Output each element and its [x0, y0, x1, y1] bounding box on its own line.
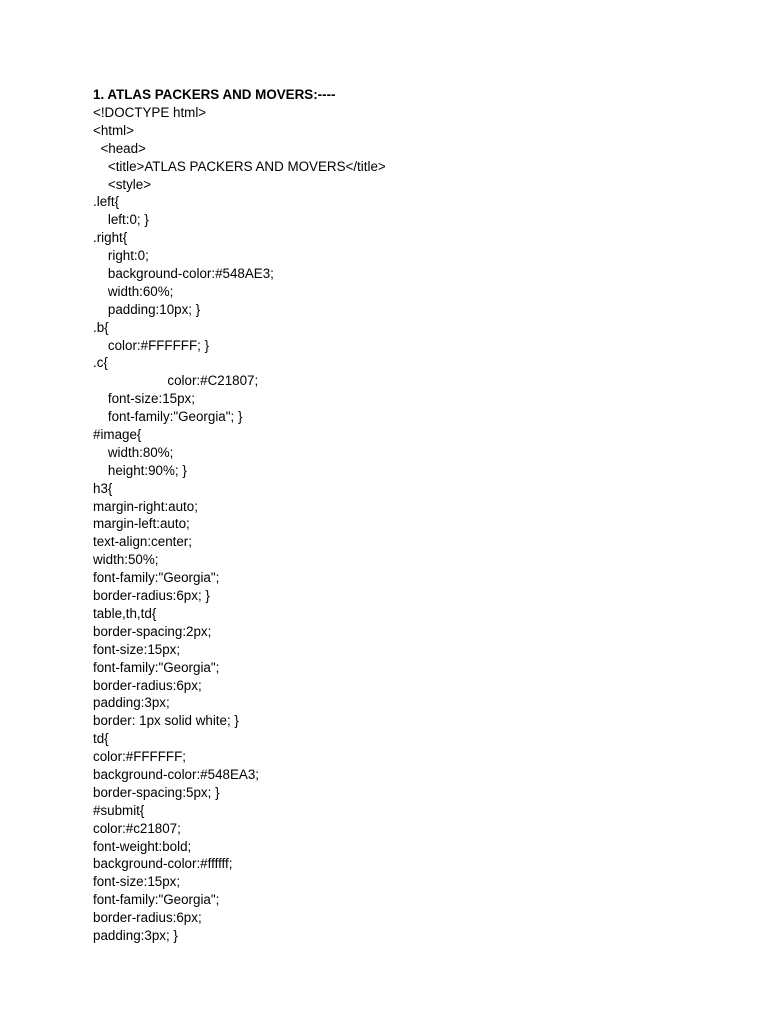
- code-line: border-spacing:2px;: [93, 623, 212, 639]
- code-line: font-family:"Georgia";: [93, 570, 220, 586]
- code-line: color:#FFFFFF;: [93, 749, 186, 765]
- code-line: border-radius:6px;: [93, 677, 202, 693]
- code-line: .c{: [93, 355, 108, 371]
- code-line: color:#FFFFFF; }: [93, 337, 210, 353]
- code-line: font-family:"Georgia";: [93, 892, 220, 908]
- document-heading: 1. ATLAS PACKERS AND MOVERS:----: [93, 87, 336, 102]
- code-line: .left{: [93, 194, 120, 210]
- code-line: font-family:"Georgia"; }: [93, 409, 243, 425]
- code-line: border-radius:6px;: [93, 910, 202, 926]
- code-line: border-radius:6px; }: [93, 588, 210, 604]
- code-line: border-spacing:5px; }: [93, 784, 220, 800]
- code-line: <head>: [93, 140, 146, 156]
- code-line: margin-right:auto;: [93, 498, 198, 514]
- code-line: color:#C21807;: [93, 373, 259, 389]
- code-line: background-color:#ffffff;: [93, 856, 233, 872]
- document-content: [93, 86, 713, 945]
- code-line: font-family:"Georgia";: [93, 659, 220, 675]
- code-line: td{: [93, 731, 109, 747]
- code-line: right:0;: [93, 248, 149, 264]
- code-line: width:80%;: [93, 444, 174, 460]
- code-line: text-align:center;: [93, 534, 192, 550]
- code-line: padding:3px;: [93, 695, 170, 711]
- code-line: width:50%;: [93, 552, 159, 568]
- code-line: font-weight:bold;: [93, 838, 192, 854]
- code-line: width:60%;: [93, 283, 174, 299]
- code-line: left:0; }: [93, 212, 149, 228]
- code-line: .b{: [93, 319, 109, 335]
- code-line: padding:3px; }: [93, 927, 178, 943]
- code-line: h3{: [93, 480, 113, 496]
- code-line: font-size:15px;: [93, 641, 181, 657]
- code-line: <style>: [93, 176, 152, 192]
- code-line: margin-left:auto;: [93, 516, 190, 532]
- code-line: font-size:15px;: [93, 874, 181, 890]
- code-line: .right{: [93, 230, 128, 246]
- code-line: <!DOCTYPE html>: [93, 105, 207, 120]
- code-line: <html>: [93, 122, 134, 138]
- code-line: font-size:15px;: [93, 391, 195, 407]
- code-listing: [93, 104, 713, 945]
- code-line: #submit{: [93, 802, 145, 818]
- code-line: height:90%; }: [93, 462, 187, 478]
- code-line: #image{: [93, 427, 142, 443]
- code-line: background-color:#548EA3;: [93, 766, 260, 782]
- code-line: background-color:#548AE3;: [93, 266, 274, 282]
- code-line: table,th,td{: [93, 605, 157, 621]
- code-line: padding:10px; }: [93, 301, 201, 317]
- code-line: border: 1px solid white; }: [93, 713, 239, 729]
- code-line: color:#c21807;: [93, 820, 181, 836]
- code-line: <title>ATLAS PACKERS AND MOVERS</title>: [93, 158, 386, 174]
